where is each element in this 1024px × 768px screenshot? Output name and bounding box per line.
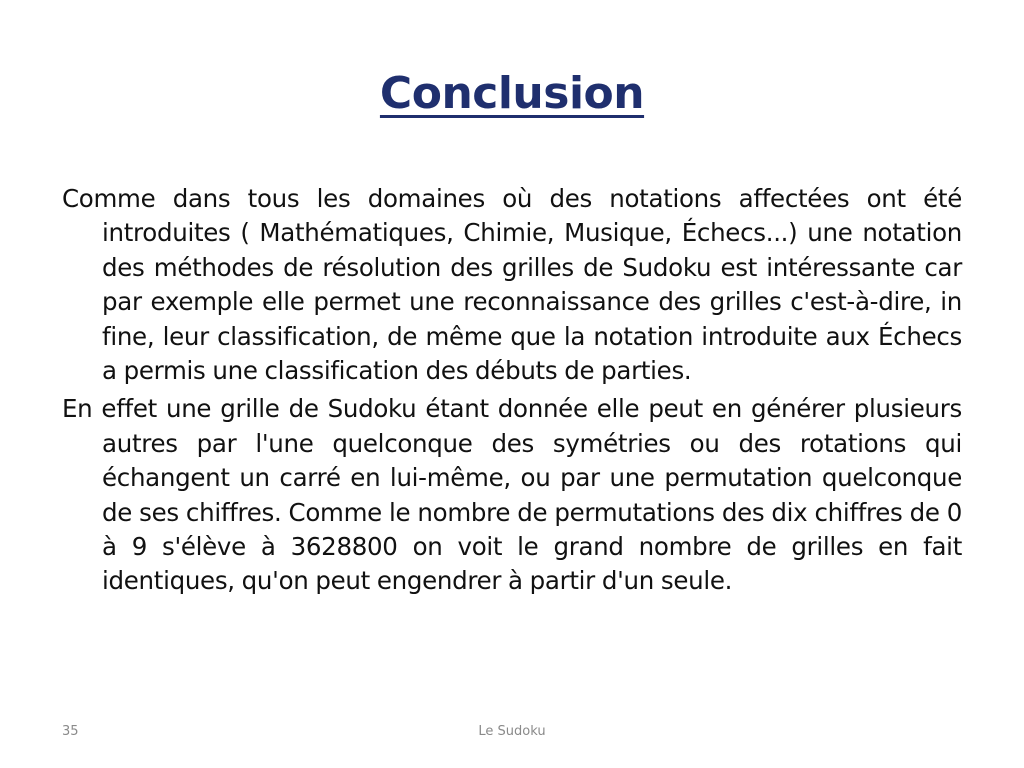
- paragraph-2: En effet une grille de Sudoku étant donnée elle peut en générer plusieurs autres par l'une quelconque des symétries ou des rotations qui échangent un carré en lui-même, ou par une permutation quelconque de ses chiffres. Comme le nombre de permutations des dix chiffres de 0 à 9 s'élève à 3628800 on voit le grand nombre de grilles en fait identiques, qu'on peut engendrer à partir d'un seule.: [62, 394, 962, 596]
- slide-number: 35: [62, 724, 79, 739]
- slide-title: Conclusion: [379, 68, 645, 119]
- slide-body: [62, 182, 962, 603]
- paragraph-1: Comme dans tous les domaines où des notations affectées ont été introduites ( Mathématiques, Chimie, Musique, Échecs...) une notation des méthodes de résolution des grilles de Sudoku est intéressante car par exemple elle permet une reconnaissance des grilles c'est-à-dire, in fine, leur classification, de même que la notation introduite aux Échecs a permis une classification des débuts de parties.: [62, 184, 962, 386]
- footer-title: Le Sudoku: [478, 724, 546, 739]
